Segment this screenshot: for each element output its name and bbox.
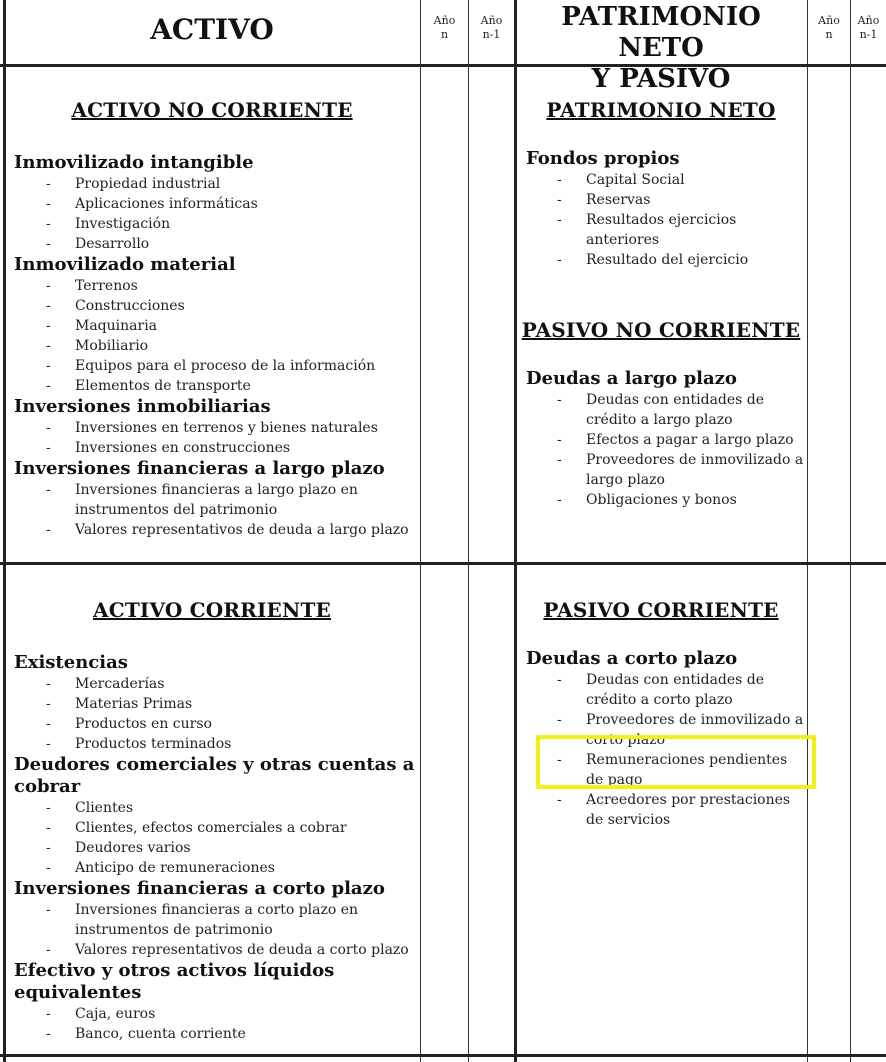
dash-bullet: - [46,378,51,394]
list-item-text: Productos en curso [75,716,212,732]
list-item-text: Desarrollo [75,236,150,252]
section-divider [0,562,886,565]
table-border-bottom [0,1054,886,1057]
column-divider-year-n-left [420,0,421,1062]
list-item [14,858,418,878]
group-heading: Inversiones financieras a largo plazo [14,458,385,479]
table-border-left [3,0,6,1062]
dash-bullet: - [46,278,51,294]
dash-bullet: - [46,800,51,816]
section-title-activo-no-corriente: ACTIVO NO CORRIENTE [71,98,353,122]
column-divider-year-n-right [807,0,808,1062]
activo-corriente-list [14,652,418,1044]
year-n-header-left: Año n [433,14,456,42]
list-item-text: Materias Primas [75,696,193,712]
list-item-text: Elementos de transporte [75,378,251,394]
list-item-text: Equipos para el proceso de la información [75,358,376,374]
list-item [526,190,804,210]
item-list [526,170,804,270]
list-item [526,430,804,450]
header-pasivo-line2: Y PASIVO [591,64,731,94]
dash-bullet: - [46,736,51,752]
list-item-text: Productos terminados [75,736,232,752]
year-n1-header-left: Año n-1 [480,14,503,42]
dash-bullet: - [46,696,51,712]
list-item [14,336,418,356]
item-list [14,900,418,960]
dash-bullet: - [46,522,51,538]
group-heading: Deudas a largo plazo [526,368,737,389]
group-heading: Inversiones inmobiliarias [14,396,271,417]
header-activo [6,13,418,46]
list-item-text: Deudas con entidades de crédito a largo plazo [586,392,765,428]
patrimonio-neto-list [526,148,804,270]
dash-bullet: - [46,716,51,732]
list-item [14,418,418,438]
dash-bullet: - [46,860,51,876]
dash-bullet: - [557,192,562,208]
list-item [14,734,418,754]
list-item-text: Inversiones financieras a corto plazo en instrumentos de patrimonio [75,902,359,938]
list-item-text: Investigación [75,216,171,232]
group-heading: Inversiones financieras a corto plazo [14,878,385,899]
dash-bullet: - [557,212,562,228]
list-item-text: Efectos a pagar a largo plazo [586,432,794,448]
item-list [14,276,418,396]
list-item-text: Reservas [586,192,651,208]
group-heading: Existencias [14,652,128,673]
highlight-box [536,735,816,789]
list-item-text: Valores representativos de deuda a largo plazo [75,522,409,538]
list-item-text: Proveedores de inmovilizado a largo plazo [586,452,804,488]
dash-bullet: - [46,298,51,314]
group-heading: Fondos propios [526,148,680,169]
year-n-header-right: Año n [818,14,840,42]
list-item [14,1024,418,1044]
list-item [14,480,418,520]
list-item [526,250,804,270]
item-list [14,480,418,540]
list-item [526,390,804,430]
list-item [14,194,418,214]
list-item-text: Resultados ejercicios anteriores [586,212,737,248]
list-item-text: Caja, euros [75,1006,156,1022]
dash-bullet: - [46,840,51,856]
list-item [14,296,418,316]
group-heading: Deudas a corto plazo [526,648,738,669]
list-item [14,694,418,714]
list-item [14,234,418,254]
group-heading: Efectivo y otros activos líquidos equivalentes [14,960,335,1003]
activo-no-corriente-list [14,152,418,540]
list-item [526,170,804,190]
item-list [14,798,418,878]
list-item-text: Anticipo de remuneraciones [75,860,275,876]
list-item-text: Valores representativos de deuda a corto plazo [75,942,409,958]
dash-bullet: - [557,252,562,268]
list-item [14,174,418,194]
list-item [526,490,804,510]
column-divider-center [514,0,517,1062]
dash-bullet: - [46,440,51,456]
item-list [14,174,418,254]
header-activo-title: ACTIVO [150,13,274,46]
list-item-text: Proveedores de inmovilizado a corto plazo [586,712,804,748]
list-item-text: Mercaderías [75,676,165,692]
dash-bullet: - [557,452,562,468]
list-item [14,376,418,396]
list-item-text: Construcciones [75,298,185,314]
dash-bullet: - [46,1026,51,1042]
dash-bullet: - [46,216,51,232]
header-pasivo-line1: PATRIMONIO NETO [561,2,761,63]
list-item [14,214,418,234]
dash-bullet: - [46,482,51,498]
list-item-text: Maquinaria [75,318,158,334]
dash-bullet: - [557,172,562,188]
list-item-text: Inversiones financieras a largo plazo en instrumentos del patrimonio [75,482,358,518]
list-item-text: Inversiones en terrenos y bienes naturales [75,420,378,436]
dash-bullet: - [46,420,51,436]
dash-bullet: - [46,1006,51,1022]
section-title-activo-corriente: ACTIVO CORRIENTE [92,598,331,622]
list-item-text: Terrenos [75,278,138,294]
list-item [526,210,804,250]
dash-bullet: - [557,672,562,688]
list-item [526,670,804,710]
list-item-text: Obligaciones y bonos [586,492,737,508]
year-n1-header-right: Año n-1 [857,14,880,42]
header-pasivo [517,2,805,95]
dash-bullet: - [557,492,562,508]
list-item [14,316,418,336]
list-item [14,838,418,858]
dash-bullet: - [46,318,51,334]
list-item-text: Resultado del ejercicio [586,252,749,268]
list-item-text: Deudas con entidades de crédito a corto plazo [586,672,765,708]
section-title-pasivo-corriente: PASIVO CORRIENTE [543,598,779,622]
item-list [14,674,418,754]
group-heading: Inmovilizado intangible [14,152,254,173]
item-list [14,418,418,458]
list-item [14,714,418,734]
column-divider-year-n1-left [468,0,469,1062]
list-item [14,798,418,818]
list-item [14,520,418,540]
list-item [14,674,418,694]
list-item-text: Clientes, efectos comerciales a cobrar [75,820,347,836]
list-item-text: Acreedores por prestaciones de servicios [586,792,791,828]
list-item-text: Remuneraciones pendientes de pago [586,752,788,788]
group-heading: Deudores comerciales y otras cuentas a cobrar [14,754,415,797]
dash-bullet: - [46,820,51,836]
section-title-patrimonio-neto: PATRIMONIO NETO [546,98,776,122]
list-item [14,356,418,376]
dash-bullet: - [46,358,51,374]
dash-bullet: - [46,236,51,252]
group-heading: Inmovilizado material [14,254,236,275]
dash-bullet: - [46,676,51,692]
list-item-text: Capital Social [586,172,685,188]
list-item-text: Deudores varios [75,840,191,856]
list-item [14,940,418,960]
dash-bullet: - [46,196,51,212]
item-list [14,1004,418,1044]
list-item-text: Propiedad industrial [75,176,221,192]
list-item [14,900,418,940]
list-item-text: Inversiones en construcciones [75,440,291,456]
column-divider-year-n1-right [850,0,851,1062]
pasivo-no-corriente-list [526,368,804,510]
list-item-text: Mobiliario [75,338,149,354]
dash-bullet: - [557,712,562,728]
list-item [526,790,804,830]
list-item [526,450,804,490]
list-item [14,818,418,838]
dash-bullet: - [46,902,51,918]
dash-bullet: - [46,176,51,192]
list-item-text: Clientes [75,800,134,816]
section-title-pasivo-no-corriente: PASIVO NO CORRIENTE [521,318,801,342]
list-item [14,1004,418,1024]
list-item-text: Banco, cuenta corriente [75,1026,246,1042]
list-item [14,438,418,458]
item-list [526,390,804,510]
dash-bullet: - [46,338,51,354]
list-item-text: Aplicaciones informáticas [75,196,258,212]
dash-bullet: - [557,392,562,408]
dash-bullet: - [557,432,562,448]
list-item [14,276,418,296]
dash-bullet: - [557,752,562,768]
dash-bullet: - [46,942,51,958]
dash-bullet: - [557,792,562,808]
